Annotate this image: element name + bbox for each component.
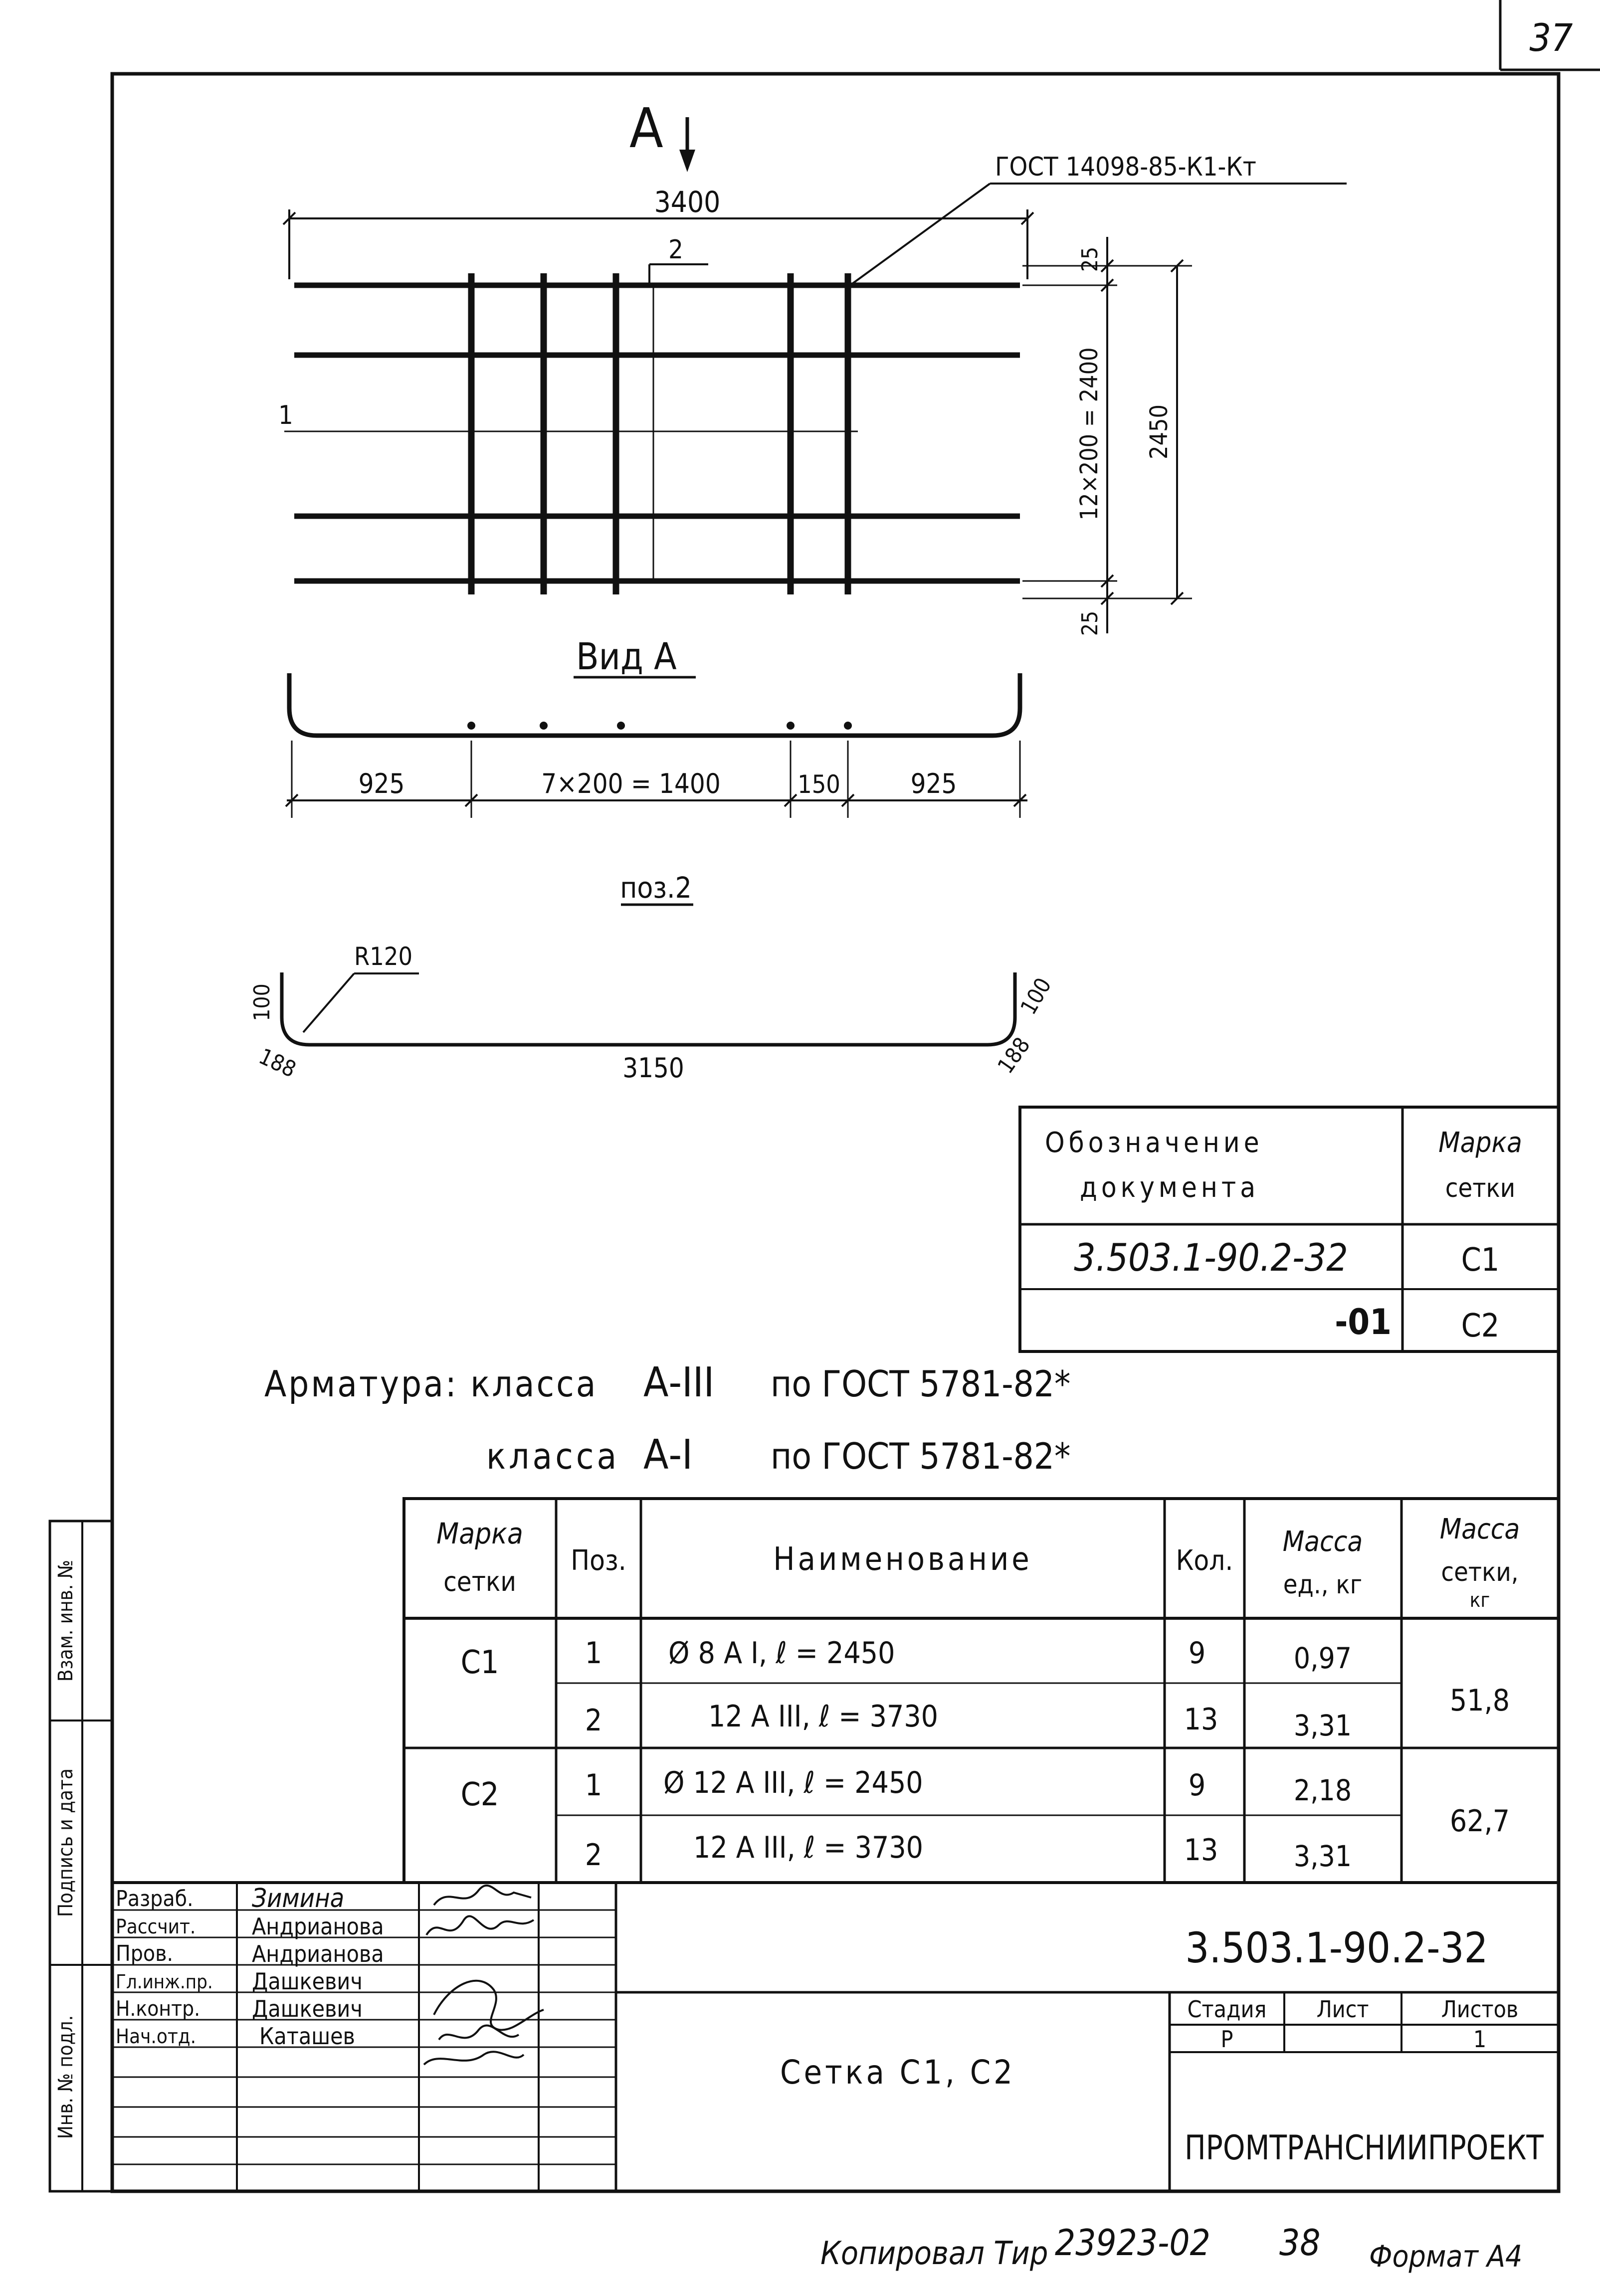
role-label: Н.контр. (116, 1996, 200, 2021)
group-mark: С2 (460, 1776, 499, 1813)
hdr-name: Наименование (773, 1541, 1032, 1578)
hdr-qty: Кол. (1176, 1544, 1233, 1577)
view-dim-gap: 150 (798, 770, 840, 799)
sheet-footer (820, 2222, 1522, 2274)
dim-rod-spacing: 12×200 = 2400 (1075, 347, 1103, 521)
gost-leader (853, 184, 990, 283)
gost-callout: ГОСТ 14098-85-К1-Кт (995, 152, 1256, 182)
section-arrow-label: А (629, 96, 663, 160)
person-name: Зимина (252, 1884, 345, 1913)
hdr-unit-mass-line2: ед., кг (1283, 1570, 1363, 1600)
label-pos2: 2 (668, 235, 683, 265)
row-unit-mass: 0,97 (1293, 1641, 1352, 1675)
copied-by: Копировал Тир (820, 2235, 1048, 2272)
signature-mark (434, 1981, 544, 2030)
organization-name: ПРОМТРАНСНИИПРОЕКТ (1185, 2128, 1544, 2168)
group-total-mass: 51,8 (1449, 1683, 1510, 1718)
dim-top-gap: 25 (1077, 246, 1103, 272)
row-name: 12 А III, ℓ = 3730 (708, 1699, 939, 1734)
view-a-bar-profile (289, 673, 1020, 736)
rebar-line1-prefix: Арматура: класса (264, 1363, 598, 1405)
inv-orig-label: Инв. № подл. (54, 2015, 77, 2139)
side-stamp (50, 1521, 112, 2191)
document-code: 3.503.1-90.2-32 (1185, 1923, 1488, 1972)
rebar-section-dot (540, 722, 548, 730)
rebar-notes (264, 1359, 1070, 1479)
stage-value: Р (1220, 2026, 1233, 2053)
role-label: Пров. (116, 1941, 174, 1966)
sheets-label: Листов (1441, 1996, 1519, 2023)
replace-inv-label: Взам. инв. № (54, 1559, 77, 1682)
view-dim-left: 925 (358, 768, 405, 799)
row-pos: 1 (585, 1768, 602, 1803)
pos2-hook-height-right: 100 (1015, 973, 1057, 1019)
person-name: Андрианова (252, 1940, 384, 1967)
spec-table (404, 1499, 1559, 1883)
row-unit-mass: 3,31 (1293, 1839, 1352, 1873)
pos2-length: 3150 (622, 1052, 684, 1084)
view-dim-right: 925 (910, 768, 957, 799)
sign-date-label: Подпись и дата (54, 1768, 77, 1917)
rebar-line1-class: А-III (643, 1359, 715, 1406)
stage-label: Стадия (1187, 1996, 1267, 2023)
sheet-number-bottom: 38 (1279, 2222, 1321, 2264)
row-name: 12 А III, ℓ = 3730 (693, 1830, 924, 1865)
doc-code-row1: 3.503.1-90.2-32 (1074, 1235, 1348, 1280)
signature-mark (426, 1916, 534, 1935)
pos2-hook-right: 188 (993, 1033, 1035, 1079)
row-qty: 13 (1184, 1833, 1218, 1868)
hdr-total-mass-line3: кг (1469, 1589, 1490, 1612)
header-mark-line2: сетки (1445, 1173, 1516, 1203)
hdr-mark-line1: Марка (436, 1517, 523, 1550)
role-label: Нач.отд. (116, 2025, 197, 2048)
doc-code-row2: -01 (1335, 1302, 1392, 1342)
rebar-section-dot (844, 722, 852, 730)
person-name: Дашкевич (252, 1968, 363, 1995)
title-block (112, 1883, 1559, 2191)
row-pos: 1 (585, 1636, 602, 1671)
rebar-section-dot (467, 722, 475, 730)
radius-leader (303, 973, 354, 1032)
page-number: 37 (1529, 15, 1573, 60)
format-label: Формат А4 (1369, 2239, 1523, 2274)
pos2-title: поз.2 (620, 871, 692, 905)
signature-mark (434, 1886, 531, 1905)
hdr-unit-mass-line1: Масса (1282, 1526, 1363, 1558)
rebar-section-dot (787, 722, 795, 730)
rebar-line2-class: А-I (643, 1431, 693, 1479)
hdr-mark-line2: сетки (443, 1566, 516, 1597)
pos2-bar-profile (282, 972, 1015, 1045)
mark-row2: С2 (1461, 1308, 1500, 1344)
person-name: Андрианова (252, 1913, 384, 1940)
signature-mark (439, 2025, 519, 2040)
rebar-section-dot (617, 722, 625, 730)
row-pos: 2 (585, 1838, 602, 1873)
row-pos: 2 (585, 1703, 602, 1738)
hdr-pos: Поз. (571, 1544, 626, 1577)
pos2-bar-shape (249, 871, 1056, 1084)
sheet-label: Лист (1316, 1996, 1369, 2023)
dim-overall-width: 2450 (1145, 404, 1173, 459)
order-number: 23923-02 (1055, 2222, 1210, 2264)
role-label: Разраб. (116, 1886, 194, 1912)
mesh-plan-view (278, 96, 1347, 636)
rebar-line2-gost: по ГОСТ 5781-82* (771, 1435, 1071, 1477)
product-title: Сетка С1, С2 (780, 2053, 1015, 2092)
signature-mark (424, 2052, 524, 2065)
row-qty: 9 (1188, 1636, 1206, 1671)
header-mark-line1: Марка (1438, 1127, 1522, 1159)
view-a (286, 635, 1027, 818)
row-qty: 9 (1188, 1768, 1206, 1803)
label-pos1: 1 (278, 400, 293, 430)
rebar-line2-prefix: класса (486, 1435, 620, 1477)
rebar-line1-gost: по ГОСТ 5781-82* (771, 1363, 1071, 1405)
pos2-radius: R120 (354, 942, 413, 971)
row-unit-mass: 2,18 (1293, 1773, 1352, 1807)
row-name: Ø 12 А III, ℓ = 2450 (663, 1765, 923, 1800)
hdr-total-mass-line2: сетки, (1441, 1557, 1519, 1587)
row-unit-mass: 3,31 (1293, 1709, 1352, 1742)
person-name: Каташев (259, 2023, 355, 2050)
view-a-title: Вид А (576, 635, 677, 678)
sheets-value: 1 (1473, 2026, 1487, 2053)
pos2-hook-height-left: 100 (249, 983, 275, 1021)
view-dim-middle: 7×200 = 1400 (541, 768, 721, 799)
header-doc-line2: документа (1080, 1171, 1260, 1204)
mark-row1: С1 (1461, 1242, 1500, 1279)
group-mark: С1 (460, 1644, 499, 1681)
pos2-hook-left: 188 (255, 1043, 300, 1083)
dim-bottom-gap: 25 (1077, 610, 1103, 636)
role-label: Гл.инж.пр. (116, 1971, 213, 1993)
row-name: Ø 8 А I, ℓ = 2450 (668, 1636, 895, 1671)
person-name: Дашкевич (252, 1995, 363, 2022)
section-arrow-head (679, 150, 695, 172)
row-qty: 13 (1184, 1702, 1218, 1737)
header-doc-line1: Обозначение (1045, 1127, 1263, 1159)
hdr-total-mass-line1: Масса (1439, 1513, 1520, 1545)
designation-table (1020, 1107, 1559, 1351)
group-total-mass: 62,7 (1449, 1804, 1510, 1839)
dim-overall-length: 3400 (654, 185, 721, 219)
role-label: Рассчит. (116, 1915, 196, 1938)
